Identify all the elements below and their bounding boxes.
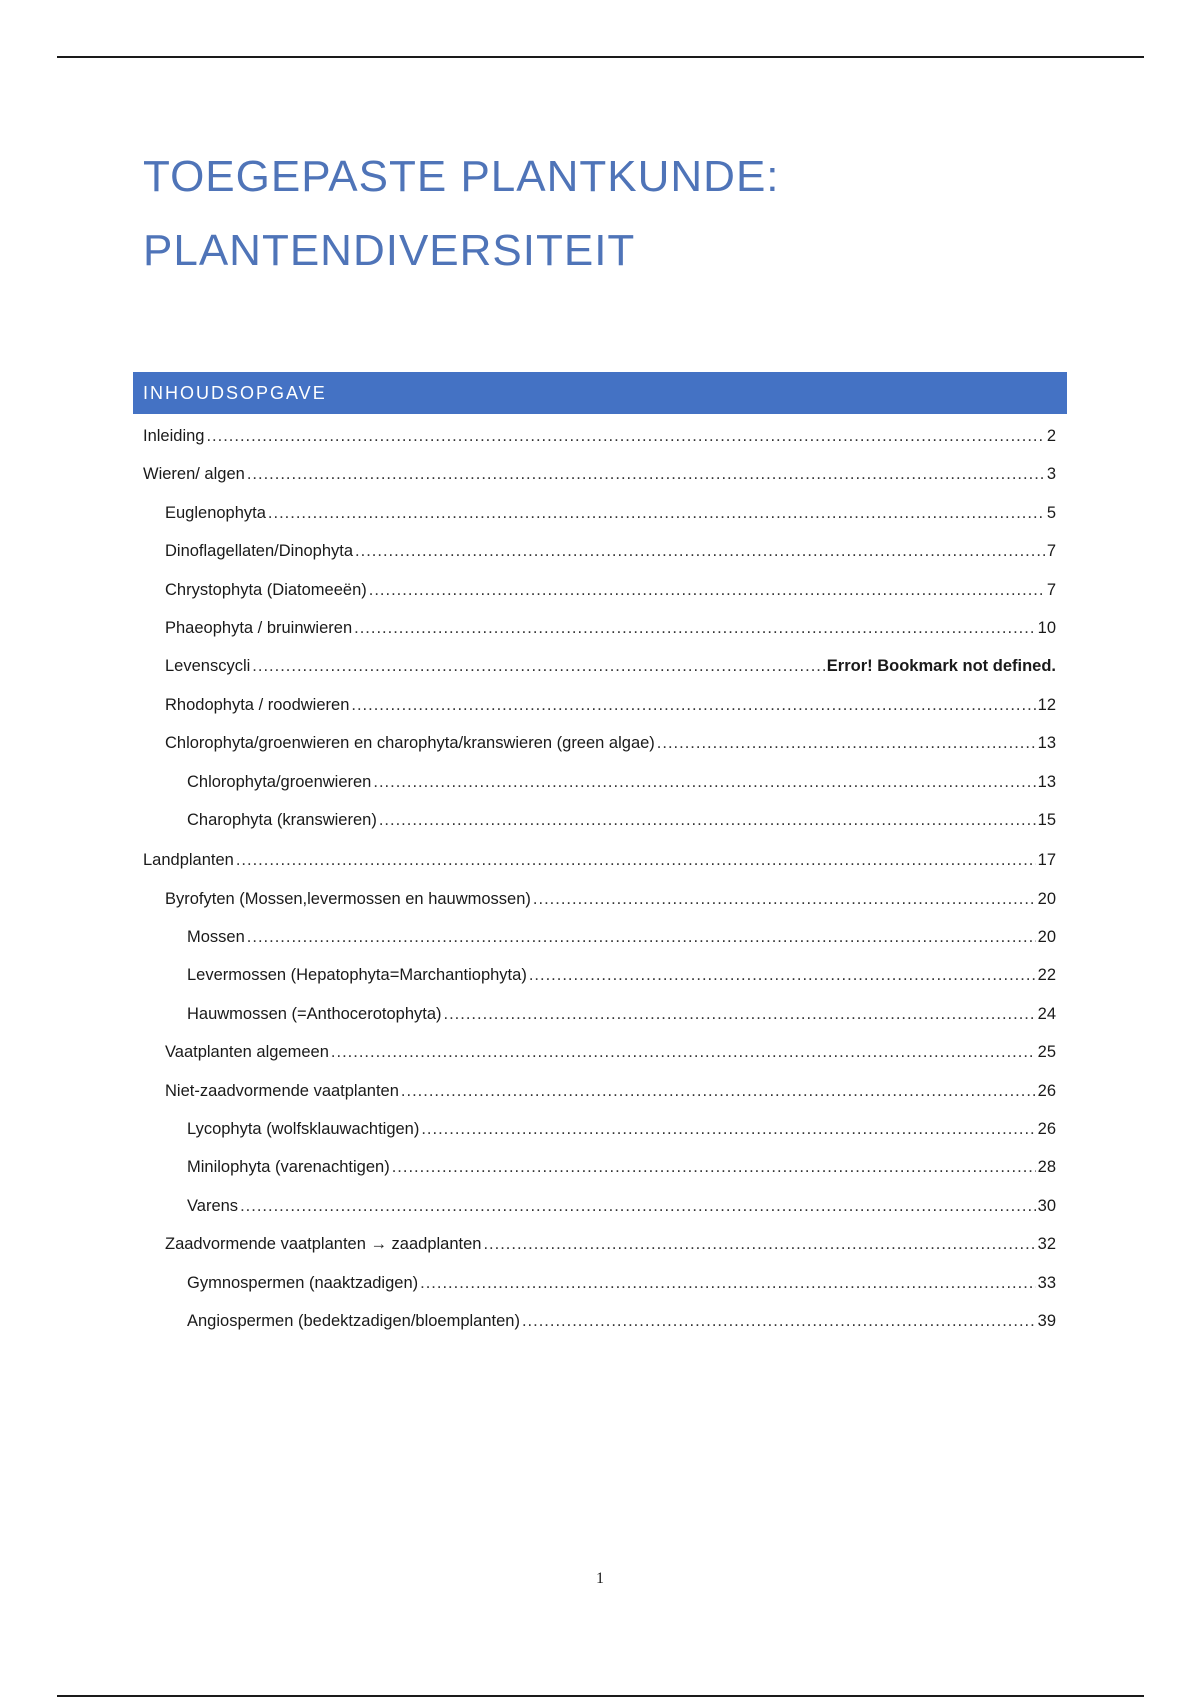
toc-entry-label: Minilophyta (varenachtigen) — [187, 1158, 390, 1177]
toc-entry-page: 17 — [1037, 851, 1056, 870]
toc-entry[interactable] — [143, 1187, 1056, 1225]
toc-entry-page: 2 — [1046, 427, 1056, 445]
toc-entry-label: Angiospermen (bedektzadigen/bloemplanten) — [187, 1311, 520, 1330]
toc-entry-page: 20 — [1037, 928, 1056, 947]
toc-entry-label: Rhodophyta / roodwieren — [165, 695, 350, 714]
toc-dot-leader — [355, 532, 1045, 570]
toc-dot-leader — [392, 1148, 1036, 1186]
toc-entry-label: Vaatplanten algemeen — [165, 1043, 329, 1062]
toc-entry[interactable] — [143, 609, 1056, 647]
toc-entry-label: Niet-zaadvormende vaatplanten — [165, 1081, 399, 1100]
toc-dot-leader — [444, 995, 1036, 1033]
toc-dot-leader — [533, 880, 1036, 918]
toc-entry[interactable] — [143, 1225, 1056, 1263]
toc-entry-label: Charophyta (kranswieren) — [187, 810, 377, 829]
toc-entry-page: 26 — [1037, 1081, 1056, 1100]
toc-entry[interactable] — [143, 455, 1056, 493]
toc-dot-leader — [401, 1072, 1036, 1110]
toc-entry[interactable] — [143, 724, 1056, 762]
toc-entry[interactable] — [143, 801, 1056, 839]
toc-entry-page: 13 — [1037, 772, 1056, 791]
toc-entry-label: Wieren/ algen — [143, 465, 245, 484]
toc-entry-label: Byrofyten (Mossen,levermossen en hauwmossen) — [165, 889, 531, 908]
toc-entry-label: Euglenophyta — [165, 503, 266, 522]
toc-dot-leader — [240, 1187, 1036, 1225]
toc-entry-label: Mossen — [187, 928, 245, 947]
title-line-1: TOEGEPASTE PLANTKUNDE: — [143, 152, 780, 201]
toc-entry[interactable] — [143, 1033, 1056, 1071]
document-title — [143, 140, 1043, 288]
toc-entry-label: Hauwmossen (=Anthocerotophyta) — [187, 1004, 442, 1023]
toc-entry[interactable] — [143, 1148, 1056, 1186]
toc-entry[interactable] — [143, 686, 1056, 724]
toc-entry-page: 12 — [1037, 695, 1056, 714]
toc-entry-page: 30 — [1037, 1196, 1056, 1215]
toc-entry-label: Gymnospermen (naaktzadigen) — [187, 1273, 419, 1292]
toc-entry[interactable] — [143, 763, 1056, 801]
toc-dot-leader — [331, 1033, 1036, 1071]
toc-entry[interactable] — [143, 571, 1056, 609]
toc-entry[interactable] — [143, 1264, 1056, 1302]
toc-entry[interactable] — [143, 417, 1056, 455]
toc-dot-leader — [247, 455, 1045, 493]
toc-dot-leader — [522, 1302, 1036, 1340]
page-number: 1 — [596, 1570, 604, 1587]
toc-entry-label: Dinoflagellaten/Dinophyta — [165, 542, 354, 561]
toc-entry-label: Phaeophyta / bruinwieren — [165, 618, 353, 637]
toc-entry[interactable] — [143, 1110, 1056, 1148]
toc-entry-label: Varens — [187, 1196, 239, 1215]
toc-entry-page: 3 — [1046, 465, 1056, 484]
toc-entry[interactable] — [143, 841, 1056, 879]
toc-entry-page: 32 — [1037, 1235, 1056, 1254]
toc-entry-page: Error! Bookmark not defined. — [826, 657, 1056, 676]
toc-entry-label: Lycophyta (wolfsklauwachtigen) — [187, 1120, 420, 1139]
toc-heading: INHOUDSOPGAVE — [133, 372, 1067, 414]
toc-dot-leader — [420, 1264, 1036, 1302]
toc-entry[interactable] — [143, 494, 1056, 532]
toc-entry-label: Inleiding — [143, 427, 205, 445]
toc-dot-leader — [421, 1110, 1035, 1148]
toc-entry[interactable] — [143, 647, 1056, 685]
toc-dot-leader — [252, 647, 825, 685]
toc-entry-page: 33 — [1037, 1273, 1056, 1292]
toc-entry-page: 20 — [1037, 889, 1056, 908]
toc-dot-leader — [351, 686, 1035, 724]
toc-entry-page: 24 — [1037, 1004, 1056, 1023]
toc-entry-page: 25 — [1037, 1043, 1056, 1062]
toc-entry-label: Landplanten — [143, 851, 234, 870]
toc-dot-leader — [483, 1225, 1035, 1263]
toc-entry-label: Chlorophyta/groenwieren — [187, 772, 372, 791]
toc-entry-page: 22 — [1037, 966, 1056, 985]
toc-entry-label: Zaadvormende vaatplanten → zaadplanten — [165, 1235, 482, 1254]
footer-rule — [57, 1695, 1144, 1697]
toc-entry-page: 7 — [1046, 542, 1056, 561]
toc-entry[interactable] — [143, 1302, 1056, 1340]
toc-dot-leader — [236, 841, 1036, 879]
toc-dot-leader — [247, 918, 1036, 956]
table-of-contents — [143, 417, 1056, 1340]
toc-dot-leader — [268, 494, 1045, 532]
toc-entry[interactable] — [143, 918, 1056, 956]
toc-entry-page: 15 — [1037, 810, 1056, 829]
toc-entry-page: 10 — [1037, 618, 1056, 637]
toc-entry[interactable] — [143, 532, 1056, 570]
toc-entry-page: 26 — [1037, 1120, 1056, 1139]
toc-entry-label: Chrystophyta (Diatomeeën) — [165, 580, 367, 599]
toc-entry-label: Chlorophyta/groenwieren en charophyta/kranswieren (green algae) — [165, 734, 655, 753]
toc-entry-page: 28 — [1037, 1158, 1056, 1177]
toc-entry-page: 13 — [1037, 734, 1056, 753]
header-rule — [57, 56, 1144, 58]
toc-dot-leader — [379, 801, 1036, 839]
toc-entry[interactable] — [143, 880, 1056, 918]
toc-dot-leader — [373, 763, 1035, 801]
toc-dot-leader — [354, 609, 1036, 647]
toc-dot-leader — [369, 571, 1045, 609]
toc-dot-leader — [657, 724, 1036, 762]
toc-entry[interactable] — [143, 956, 1056, 994]
toc-entry[interactable] — [143, 1072, 1056, 1110]
toc-dot-leader — [206, 417, 1044, 455]
toc-entry-label: Levenscycli — [165, 657, 251, 676]
toc-dot-leader — [529, 956, 1036, 994]
toc-entry-page: 5 — [1046, 503, 1056, 522]
toc-entry-page: 39 — [1037, 1311, 1056, 1330]
toc-entry[interactable] — [143, 995, 1056, 1033]
title-line-2: PLANTENDIVERSITEIT — [143, 226, 636, 275]
toc-entry-label: Levermossen (Hepatophyta=Marchantiophyta) — [187, 966, 527, 985]
toc-entry-page: 7 — [1046, 580, 1056, 599]
